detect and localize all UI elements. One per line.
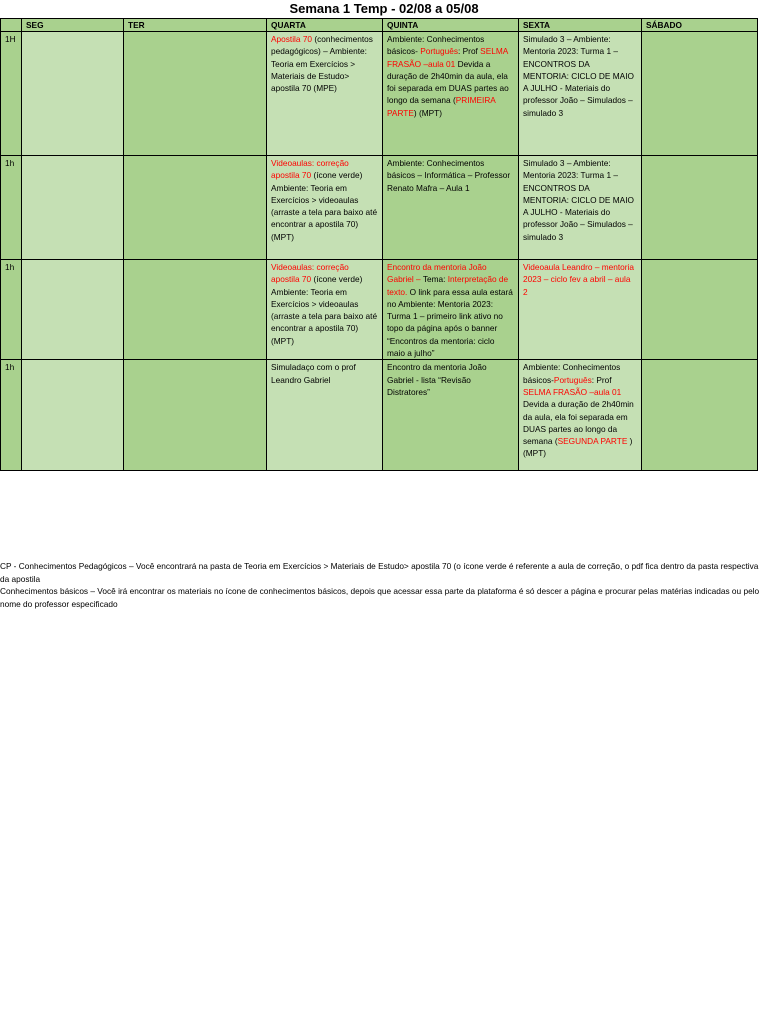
footnotes <box>0 560 768 610</box>
table-row <box>1 32 758 156</box>
cell-text: ) (MPT) <box>523 436 633 459</box>
cell-quinta <box>383 156 519 260</box>
cell-text: Simuladaço com o prof Leandro Gabriel <box>271 362 356 385</box>
cell-seg <box>22 360 124 471</box>
cell-quinta <box>383 260 519 360</box>
cell-seg <box>22 32 124 156</box>
cell-text: Ambiente: Conhecimentos básicos – Informática – Professor Renato Mafra – Aula 1 <box>387 158 511 193</box>
header-sexta: SEXTA <box>519 19 642 32</box>
row-label: 1h <box>1 360 22 471</box>
table-row <box>1 360 758 471</box>
cell-text: (ícone verde) Ambiente: Teoria em Exercícios > videoaulas (arraste a tela para baixo até encontrar a apostila 70) (MPT) <box>271 170 378 242</box>
cell-sabado <box>642 156 758 260</box>
highlight-text: SEGUNDA PARTE <box>557 436 628 447</box>
cell-quarta <box>267 32 383 156</box>
cell-text: : Prof <box>458 46 481 57</box>
highlight-text: Encontro da mentoria João Gabriel – <box>387 262 487 285</box>
highlight-text: SELMA FRASÃO –aula 01 <box>523 386 622 397</box>
cell-sexta <box>519 260 642 360</box>
highlight-text: Português <box>553 374 592 385</box>
highlight-text: Apostila 70 <box>271 34 313 44</box>
note-conhecimentos-basicos: Conhecimentos básicos – Você irá encontrar os materiais no ícone de conhecimentos básicos, depois que acessar essa parte da plataforma é só descer a página e procurar pelas matérias indicadas ou pelo nome do professor especificado <box>0 586 760 609</box>
cell-quinta <box>383 32 519 156</box>
cell-text: Simulado 3 – Ambiente: Mentoria 2023: Turma 1 – ENCONTROS DA MENTORIA: CICLO DE MAIO A JULHO - Materiais do professor João – Simulados – simulado 3 <box>523 34 634 118</box>
cell-sexta <box>519 156 642 260</box>
note-cp: CP - Conhecimentos Pedagógicos – Você encontrará na pasta de Teoria em Exercícios > Materiais de Estudo> apostila 70 (o ícone verde é referente a aula de correção, o pdf fica dentro da pasta respectiva da apostila <box>0 561 759 584</box>
highlight-text: Videoaulas: correção apostila 70 <box>271 158 349 181</box>
cell-ter <box>124 156 267 260</box>
cell-sabado <box>642 360 758 471</box>
highlight-text: SELMA FRASÃO –aula 01 <box>387 46 508 69</box>
cell-sabado <box>642 32 758 156</box>
highlight-text: Videoaula Leandro – mentoria 2023 – ciclo fev a abril – aula 2 <box>523 262 635 297</box>
cell-quinta <box>383 360 519 471</box>
header-quinta: QUINTA <box>383 19 519 32</box>
highlight-text: Videoaulas: correção apostila 70 <box>271 262 349 285</box>
cell-ter <box>124 32 267 156</box>
cell-quarta <box>267 156 383 260</box>
highlight-text: PRIMEIRA PARTE <box>387 95 496 118</box>
header-quarta: QUARTA <box>267 19 383 32</box>
cell-quarta <box>267 360 383 471</box>
cell-seg <box>22 156 124 260</box>
cell-ter <box>124 360 267 471</box>
table-row <box>1 260 758 360</box>
cell-text: Ambiente: Conhecimentos básicos- <box>523 362 621 385</box>
cell-text: Simulado 3 – Ambiente: Mentoria 2023: Turma 1 – ENCONTROS DA MENTORIA: CICLO DE MAIO A JULHO - Materiais do professor João – Simulados – simulado 3 <box>523 158 634 242</box>
cell-text: Tema: <box>420 274 448 285</box>
cell-text: Ambiente: Conhecimentos básicos- <box>387 34 485 57</box>
cell-text: ) (MPT) <box>413 107 443 118</box>
cell-seg <box>22 260 124 360</box>
highlight-text: Interpretação de texto. <box>387 274 509 297</box>
header-sabado: SÁBADO <box>642 19 758 32</box>
cell-quarta <box>267 260 383 360</box>
cell-ter <box>124 260 267 360</box>
header-row <box>1 19 758 32</box>
highlight-text: Português <box>420 46 459 57</box>
cell-text: Encontro da mentoria João Gabriel - lista “Revisão Distratores” <box>387 362 487 397</box>
header-ter: TER <box>124 19 267 32</box>
table-row <box>1 156 758 260</box>
cell-text: : Prof <box>591 374 612 385</box>
cell-sexta <box>519 360 642 471</box>
cell-text: O link para essa aula estará no Ambiente: Mentoria 2023: Turma 1 – primeiro link ativo no topo da página após o banner “Encontros da mentoria: ciclo maio a julho” <box>387 286 513 359</box>
cell-text: Devida a duração de 2h40min da aula, ela foi separada em DUAS partes ao longo da semana ( <box>523 399 634 447</box>
row-label: 1h <box>1 260 22 360</box>
row-label: 1h <box>1 156 22 260</box>
cell-text: (conhecimentos pedagógicos) – Ambiente: Teoria em Exercícios > Materiais de Estudo> apostila 70 (MPE) <box>271 34 373 94</box>
header-corner <box>1 19 22 32</box>
cell-sexta <box>519 32 642 156</box>
cell-text: Devida a duração de 2h40min da aula, ela foi separada em DUAS partes ao longo da semana ( <box>387 58 509 106</box>
header-seg: SEG <box>22 19 124 32</box>
schedule-table <box>0 18 758 471</box>
cell-text: (ícone verde) Ambiente: Teoria em Exercícios > videoaulas (arraste a tela para baixo até encontrar a apostila 70) (MPT) <box>271 274 378 346</box>
page-title: Semana 1 Temp - 02/08 a 05/08 <box>289 1 479 16</box>
row-label: 1H <box>1 32 22 156</box>
cell-sabado <box>642 260 758 360</box>
